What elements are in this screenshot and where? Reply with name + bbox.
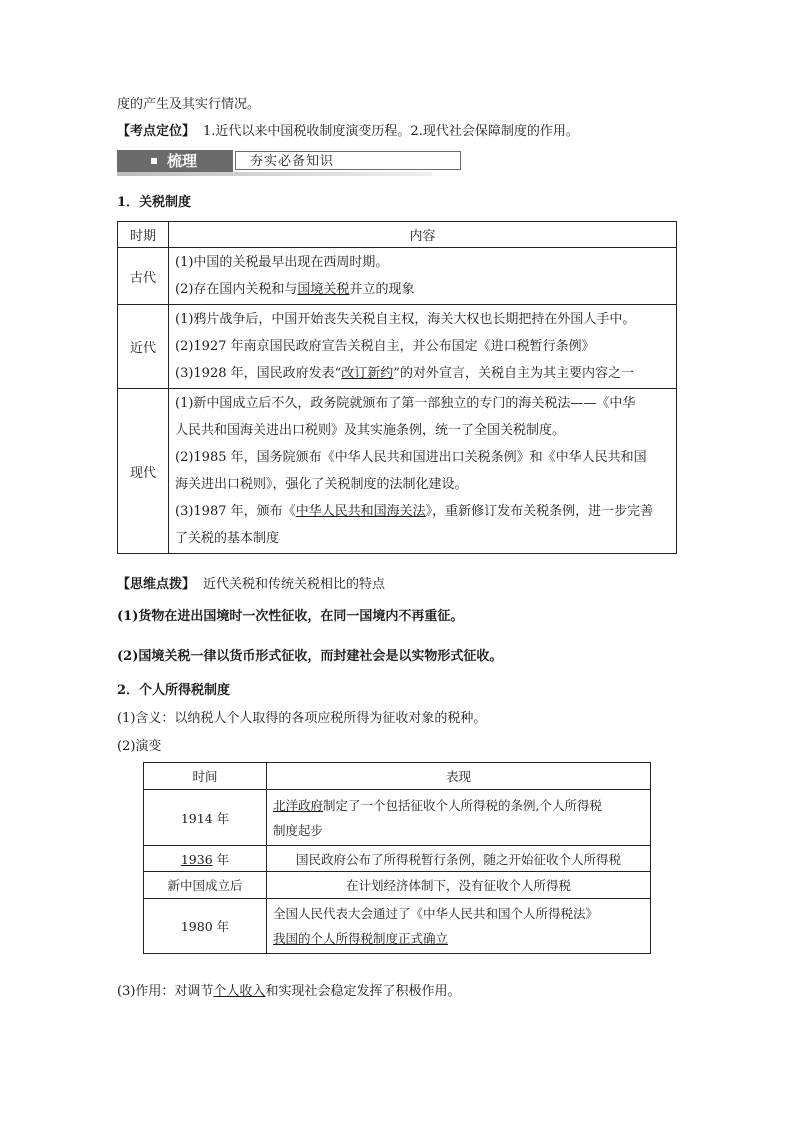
content-line: (2)1985 年，国务院颁布《中华人民共和国进出口关税条例》和《中华人民共和国	[175, 450, 647, 465]
header-content: 内容	[169, 222, 677, 248]
content-line: (1)中国的关税最早出现在西周时期。	[175, 255, 389, 270]
content-cell	[169, 389, 677, 554]
thinking-label: 【思维点拨】	[117, 577, 196, 592]
kaodian-label: 【考点定位】	[117, 124, 196, 139]
content-cell	[169, 248, 677, 305]
thinking-title: 近代关税和传统关税相比的特点	[203, 577, 386, 592]
time-cell: 新中国成立后	[144, 872, 267, 899]
content-line: (1)鸦片战争后，中国开始丧失关税自主权，海关大权也长期把持在外国人手中。	[175, 312, 636, 327]
content-line: 人民共和国海关进出口税则》及其实施条例，统一了全国关税制度。	[175, 423, 566, 438]
meaning-line: (1)含义：以纳税人个人取得的各项应税所得为征收对象的税种。	[117, 711, 487, 726]
banner-shadow	[117, 172, 432, 176]
kaodian-line	[117, 123, 579, 141]
square-icon	[151, 158, 157, 164]
content-line: (3)1987 年，颁布《中华人民共和国海关法》，重新修订发布关税条例，进一步完善	[175, 504, 654, 519]
time-cell: 1914 年	[144, 790, 267, 846]
content-line: (1)新中国成立后不久，政务院就颁布了第一部独立的专门的海关税法——《中华	[175, 396, 636, 411]
performance-cell: 北洋政府制定了一个包括征收个人所得税的条例,个人所得税 制度起步	[267, 790, 651, 846]
section2-heading: 2．个人所得税制度	[117, 683, 231, 698]
time-cell: 1980 年	[144, 899, 267, 954]
kaodian-text: 1.近代以来中国税收制度演变历程。2.现代社会保障制度的作用。	[203, 124, 579, 139]
performance-cell: 全国人民代表大会通过了《中华人民共和国个人所得税法》 我国的个人所得税制度正式确立	[267, 899, 651, 954]
effect-line: (3)作用：对调节个人收入和实现社会稳定发挥了积极作用。	[117, 984, 461, 999]
table-row	[144, 899, 651, 954]
banner-dark-label: 梳理	[167, 152, 198, 170]
performance-cell: 在计划经济体制下，没有征收个人所得税	[267, 872, 651, 899]
table-row	[118, 248, 677, 305]
banner-light: 夯实必备知识	[235, 151, 461, 170]
time-cell: 1936 年	[144, 846, 267, 872]
thinking-point: (2)国境关税一律以货币形式征收，而封建社会是以实物形式征收。	[117, 649, 503, 664]
evolution-line: (2)演变	[117, 739, 162, 754]
content-line: (3)1928 年，国民政府发表“改订新约”的对外宣言，关税自主为其主要内容之一	[175, 366, 634, 381]
period-cell: 现代	[118, 389, 169, 554]
header-time: 时间	[144, 763, 267, 790]
table-row	[144, 846, 651, 872]
thinking-point: (1)货物在进出国境时一次性征收，在同一国境内不再重征。	[117, 609, 464, 624]
table-row	[144, 790, 651, 846]
table-row	[144, 872, 651, 899]
content-cell	[169, 305, 677, 389]
tariff-table	[117, 221, 677, 554]
content-line: 了关税的基本制度	[175, 531, 280, 546]
content-line: (2)存在国内关税和与国境关税并立的现象	[175, 282, 415, 297]
header-performance: 表现	[267, 763, 651, 790]
section-banner	[117, 150, 432, 175]
banner-dark	[117, 150, 233, 172]
content-line: (2)1927 年南京国民政府宣告关税自主，并公布国定《进口税暂行条例》	[175, 339, 595, 354]
table-row	[118, 305, 677, 389]
header-period: 时期	[118, 222, 169, 248]
table-row	[118, 389, 677, 554]
content-line: 海关进出口税则》，强化了关税制度的法制化建设。	[175, 477, 468, 492]
intro-line: 度的产生及其实行情况。	[117, 97, 261, 112]
section1-heading: 1．关税制度	[117, 195, 192, 210]
income-tax-table	[143, 762, 651, 954]
thinking-line	[117, 576, 385, 594]
period-cell: 古代	[118, 248, 169, 305]
performance-cell: 国民政府公布了所得税暂行条例，随之开始征收个人所得税	[267, 846, 651, 872]
period-cell: 近代	[118, 305, 169, 389]
